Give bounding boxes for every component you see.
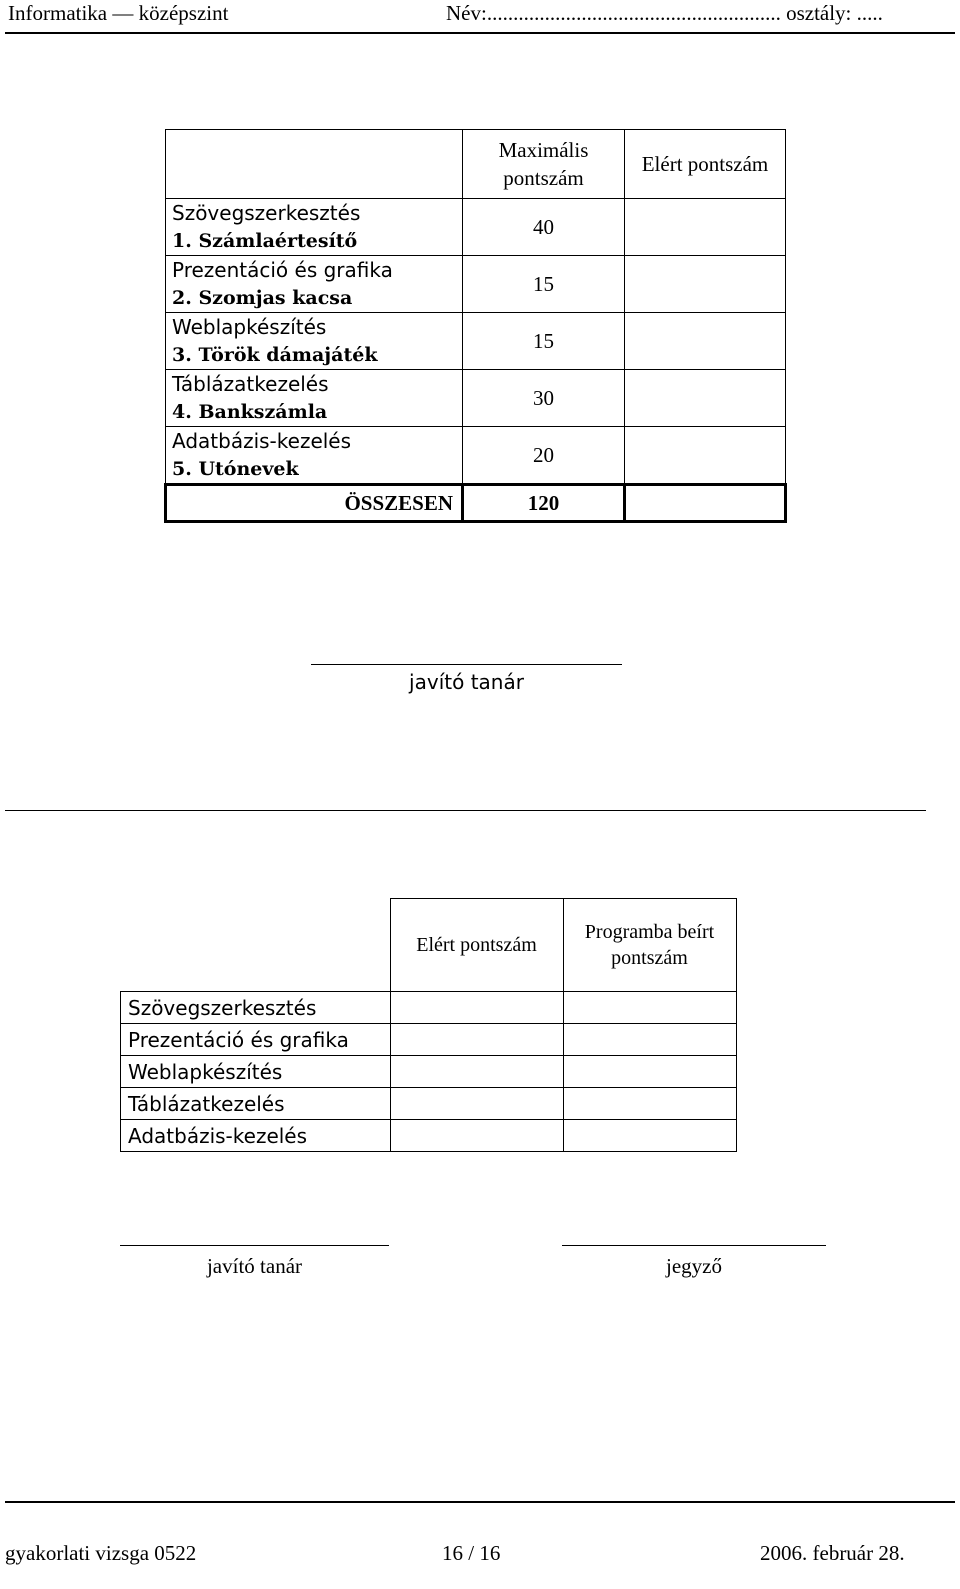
signature-label-teacher: javító tanár: [409, 670, 524, 694]
signature-line: [120, 1245, 389, 1246]
achieved-score-cell[interactable]: [625, 313, 786, 370]
topic-label: Adatbázis-kezelés: [121, 1120, 391, 1152]
column-header-program: Programba beírt pontszám: [563, 899, 736, 992]
achieved-score-cell[interactable]: [390, 1024, 563, 1056]
header-name-class: Név:........................................................ osztály: .....: [446, 1, 883, 25]
max-score: 30: [463, 370, 625, 427]
column-header-achieved: Elért pontszám: [390, 899, 563, 992]
max-score: 15: [463, 313, 625, 370]
header-divider: [5, 32, 955, 34]
signature-label-teacher: javító tanár: [206, 1254, 303, 1278]
table-row: [166, 370, 786, 427]
program-score-cell[interactable]: [563, 1056, 736, 1088]
table-row: [121, 1024, 737, 1056]
topic-label: Adatbázis-kezelés: [172, 429, 352, 453]
topic-label: Weblapkészítés: [121, 1056, 391, 1088]
program-score-cell[interactable]: [563, 992, 736, 1024]
task-label: 1. Számlaértesítő: [172, 230, 358, 252]
achieved-score-cell[interactable]: [390, 1120, 563, 1152]
achieved-score-cell[interactable]: [625, 370, 786, 427]
program-score-cell[interactable]: [563, 1024, 736, 1056]
table-row: [121, 992, 737, 1024]
topic-label: Szövegszerkesztés: [121, 992, 391, 1024]
score-table-corner: [166, 130, 463, 199]
achieved-score-cell[interactable]: [390, 1088, 563, 1120]
signature-line: [311, 664, 622, 665]
column-header-achieved: Elért pontszám: [625, 130, 786, 199]
total-label: ÖSSZESEN: [166, 485, 463, 522]
program-score-cell[interactable]: [563, 1120, 736, 1152]
task-label: 5. Utónevek: [172, 458, 299, 480]
table-row: [121, 1088, 737, 1120]
topic-label: Táblázatkezelés: [172, 372, 329, 396]
achieved-score-cell[interactable]: [625, 199, 786, 256]
total-achieved-cell[interactable]: [625, 485, 786, 522]
header-subject: Informatika — középszint: [8, 1, 229, 25]
topic-label: Prezentáció és grafika: [172, 258, 393, 282]
signature-label-notary: jegyző: [666, 1254, 722, 1278]
topic-label: Szövegszerkesztés: [172, 201, 361, 225]
section-divider: [5, 810, 926, 811]
footer-divider: [5, 1501, 955, 1503]
task-label: 4. Bankszámla: [172, 401, 328, 423]
summary-table: [120, 898, 737, 1152]
achieved-score-cell[interactable]: [625, 427, 786, 485]
program-score-cell[interactable]: [563, 1088, 736, 1120]
table-row: [166, 427, 786, 485]
signature-line: [562, 1245, 826, 1246]
summary-table-corner: [121, 899, 391, 992]
topic-label: Prezentáció és grafika: [121, 1024, 391, 1056]
table-row: [121, 1056, 737, 1088]
score-table: [164, 129, 787, 523]
topic-label: Weblapkészítés: [172, 315, 327, 339]
total-max-score: 120: [463, 485, 625, 522]
table-row: [166, 256, 786, 313]
task-label: 3. Török dámajáték: [172, 344, 378, 366]
achieved-score-cell[interactable]: [390, 1056, 563, 1088]
max-score: 20: [463, 427, 625, 485]
table-row: [121, 1120, 737, 1152]
footer-page-number: 16 / 16: [442, 1541, 501, 1565]
achieved-score-cell[interactable]: [390, 992, 563, 1024]
footer-date: 2006. február 28.: [760, 1541, 905, 1565]
topic-label: Táblázatkezelés: [121, 1088, 391, 1120]
table-row: [166, 313, 786, 370]
total-row: [166, 485, 786, 522]
max-score: 40: [463, 199, 625, 256]
table-row: [166, 199, 786, 256]
task-label: 2. Szomjas kacsa: [172, 287, 353, 309]
achieved-score-cell[interactable]: [625, 256, 786, 313]
footer-exam-id: gyakorlati vizsga 0522: [5, 1541, 197, 1565]
max-score: 15: [463, 256, 625, 313]
column-header-max: Maximális pontszám: [463, 130, 625, 199]
